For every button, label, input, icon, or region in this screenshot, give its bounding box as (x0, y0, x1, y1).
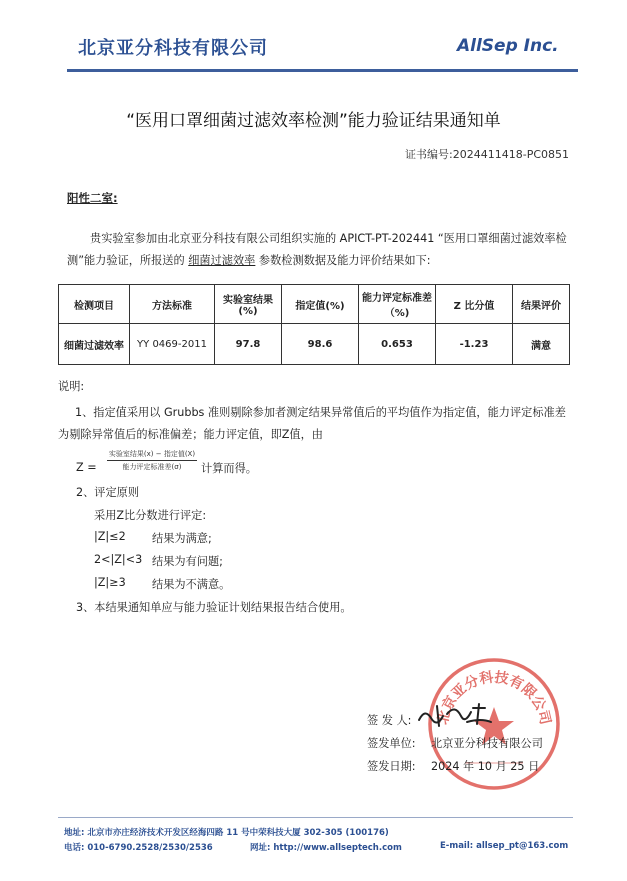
cell-lab-result: 97.8 (215, 324, 282, 365)
criterion-2-result: 结果为有问题; (152, 555, 223, 568)
table-row (59, 324, 570, 365)
formula-numerator: 实验室结果(x) − 指定值(X) (108, 450, 196, 458)
cell-evaluation: 满意 (513, 324, 570, 365)
table-header-row (59, 285, 570, 324)
issuing-unit-value: 北京亚分科技有限公司 (431, 737, 543, 750)
criterion-3-result: 结果为不满意。 (152, 578, 231, 591)
col-header-item: 检测项目 (59, 285, 130, 324)
cell-sd: 0.653 (359, 324, 436, 365)
col-header-sd: 能力评定标准差（%) (359, 285, 436, 324)
col-header-method: 方法标准 (130, 285, 215, 324)
intro-parameter: 细菌过滤效率 (188, 254, 256, 267)
issuer-label: 签 发 人: (367, 714, 412, 727)
seal-text: 北京亚分科技有限公司 (434, 669, 554, 727)
certificate-number: 证书编号:2024411418-PC0851 (405, 148, 569, 161)
criterion-1-cond: |Z|≤2 (94, 530, 126, 543)
intro-text-2: 参数检测数据及能力评价结果如下: (255, 254, 431, 267)
footer-divider (58, 817, 573, 818)
note-1: 1、指定值采用以 Grubbs 准则剔除参加者测定结果异常值后的平均值作为指定值，能力评定标准差为剔除异常值后的标准偏差；能力评定值，即Z值，由 (58, 406, 566, 441)
footer-phone: 电话: 010-6790.2528/2530/2536 (64, 843, 213, 853)
col-header-evaluation: 结果评价 (513, 285, 570, 324)
note-2: 2、评定原则 (76, 486, 140, 499)
z-formula (107, 449, 197, 472)
recipient: 阳性二室: (67, 191, 118, 205)
issue-date-value: 2024 年 10 月 25 日 (431, 760, 540, 773)
header-divider (67, 69, 578, 72)
footer-website: 网址: http://www.allseptech.com (250, 843, 402, 853)
col-header-lab-result: 实验室结果(%) (215, 285, 282, 324)
note-3: 3、本结果通知单应与能力验证计划结果报告结合使用。 (76, 601, 352, 614)
company-name-en: AllSep Inc. (457, 36, 559, 56)
results-table (58, 284, 570, 365)
intro-text-1: 贵实验室参加由北京亚分科技有限公司组织实施的 APICT-PT-202441 “医用口罩细菌过滤效率检测”能力验证，所报送的 (67, 232, 567, 267)
formula-line (107, 460, 197, 461)
formula-denominator: 能力评定标准差(σ) (122, 463, 182, 471)
handwritten-signature (415, 700, 495, 730)
col-header-z: Z 比分值 (436, 285, 513, 324)
intro-paragraph (67, 228, 572, 272)
criterion-3-cond: |Z|≥3 (94, 576, 126, 589)
col-header-assigned: 指定值(%) (282, 285, 359, 324)
issue-date-label: 签发日期: (367, 760, 416, 773)
notes-title: 说明: (58, 380, 85, 393)
criterion-2-cond: 2<|Z|<3 (94, 553, 143, 566)
cell-assigned: 98.6 (282, 324, 359, 365)
cell-z: -1.23 (436, 324, 513, 365)
footer-address: 地址: 北京市亦庄经济技术开发区经海四路 11 号中荣科技大厦 302-305 (100176) (64, 828, 389, 838)
footer-email: E-mail: allsep_pt@163.com (440, 841, 569, 851)
company-name-cn: 北京亚分科技有限公司 (78, 38, 268, 59)
cell-method: YY 0469-2011 (130, 324, 215, 365)
cell-item: 细菌过滤效率 (59, 324, 130, 365)
issuing-unit-label: 签发单位: (367, 737, 416, 750)
note-2-sub: 采用Z比分数进行评定: (94, 509, 207, 522)
z-label: Z = (76, 461, 97, 474)
document-title: “医用口罩细菌过滤效率检测”能力验证结果通知单 (126, 111, 501, 131)
z-calc-text: 计算而得。 (201, 462, 257, 475)
criterion-1-result: 结果为满意; (152, 532, 212, 545)
